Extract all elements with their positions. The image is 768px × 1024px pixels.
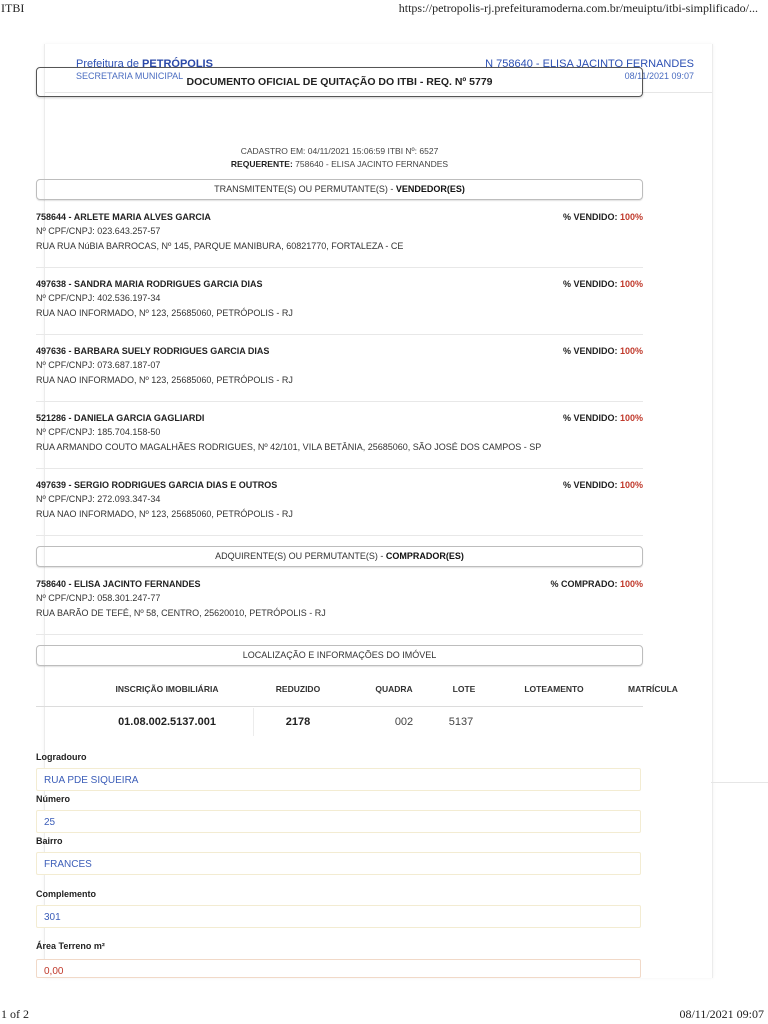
divider bbox=[36, 535, 643, 536]
buyer-name: 758640 - ELISA JACINTO FERNANDES bbox=[36, 579, 201, 589]
bairro-field[interactable]: FRANCES bbox=[36, 852, 641, 875]
seller-address: RUA NAO INFORMADO, Nº 123, 25685060, PETRÓPOLIS - RJ bbox=[36, 307, 293, 318]
seller-entry bbox=[36, 277, 643, 320]
seller-percent bbox=[563, 411, 643, 425]
seller-percent bbox=[563, 210, 643, 224]
seller-percent-label: % VENDIDO: bbox=[562, 346, 620, 356]
buyer-document: Nº CPF/CNPJ: 058.301.247-77 bbox=[36, 593, 161, 603]
complemento-label: Complemento bbox=[36, 889, 97, 899]
seller-percent-value: 100% bbox=[619, 413, 643, 423]
seller-percent bbox=[563, 277, 643, 291]
print-header bbox=[0, 0, 768, 18]
divider bbox=[36, 468, 643, 469]
seller-percent bbox=[563, 478, 643, 492]
value-inscricao: 01.08.002.5137.001 bbox=[118, 716, 216, 728]
buyers-section-header bbox=[36, 546, 643, 567]
seller-document: Nº CPF/CNPJ: 073.687.187-07 bbox=[36, 360, 161, 370]
logradouro-field[interactable]: RUA PDE SIQUEIRA bbox=[36, 768, 641, 791]
divider bbox=[711, 782, 768, 783]
seller-document: Nº CPF/CNPJ: 023.643.257-57 bbox=[36, 226, 161, 236]
seller-percent bbox=[563, 344, 643, 358]
sellers-section-strong: VENDEDOR(ES) bbox=[395, 184, 465, 194]
seller-name: 497638 - SANDRA MARIA RODRIGUES GARCIA DIAS bbox=[36, 279, 263, 289]
requerente-value: 758640 - ELISA JACINTO FERNANDES bbox=[295, 159, 449, 169]
column-header-reduzido: REDUZIDO bbox=[275, 684, 321, 694]
seller-address: RUA ARMANDO COUTO MAGALHÃES RODRIGUES, Nº 42/101, VILA BETÂNIA, 25685060, SÃO JOSÉ DOS CAMPOS - SP bbox=[36, 441, 542, 452]
divider bbox=[36, 334, 643, 335]
brand-city: PETRÓPOLIS bbox=[142, 58, 213, 70]
seller-percent-label: % VENDIDO: bbox=[562, 212, 620, 222]
seller-entry bbox=[36, 411, 643, 454]
column-header-lote: LOTE bbox=[452, 684, 476, 694]
column-header-quadra: QUADRA bbox=[375, 684, 413, 694]
cell-separator bbox=[253, 708, 254, 736]
print-footer bbox=[0, 1006, 768, 1024]
column-header-inscricao: INSCRIÇÃO IMOBILIÁRIA bbox=[115, 684, 219, 694]
buyers-section-label: ADQUIRENTE(S) OU PERMUTANTE(S) - bbox=[215, 551, 386, 561]
property-section-header: LOCALIZAÇÃO E INFORMAÇÕES DO IMÓVEL bbox=[36, 645, 643, 666]
sellers-section-header bbox=[36, 179, 643, 200]
area-terreno-label: Área Terreno m² bbox=[36, 941, 105, 951]
buyer-entry bbox=[36, 577, 643, 620]
seller-entry bbox=[36, 210, 643, 253]
document-title: DOCUMENTO OFICIAL DE QUITAÇÃO DO ITBI - REQ. Nº 5779 bbox=[36, 67, 643, 97]
value-quadra: 002 bbox=[394, 716, 414, 728]
numero-label: Número bbox=[36, 794, 71, 804]
logradouro-label: Logradouro bbox=[36, 752, 87, 762]
value-reduzido: 2178 bbox=[285, 716, 311, 728]
seller-percent-label: % VENDIDO: bbox=[562, 413, 620, 423]
seller-percent-label: % VENDIDO: bbox=[562, 480, 620, 490]
divider bbox=[36, 401, 643, 402]
print-datetime: 08/11/2021 09:07 bbox=[679, 1007, 764, 1021]
value-lote: 5137 bbox=[448, 716, 474, 728]
bairro-label: Bairro bbox=[36, 836, 63, 846]
requerente-label: REQUERENTE: bbox=[230, 159, 293, 169]
seller-entry bbox=[36, 344, 643, 387]
seller-percent-value: 100% bbox=[619, 212, 643, 222]
seller-percent-value: 100% bbox=[619, 480, 643, 490]
brand-subtitle: SECRETARIA MUNICIPAL bbox=[76, 71, 184, 81]
seller-document: Nº CPF/CNPJ: 402.536.197-34 bbox=[36, 293, 161, 303]
column-header-matricula: MATRÍCULA bbox=[628, 684, 678, 694]
divider bbox=[36, 267, 643, 268]
seller-name: 521286 - DANIELA GARCIA GAGLIARDI bbox=[36, 413, 205, 423]
seller-name: 497639 - SERGIO RODRIGUES GARCIA DIAS E OUTROS bbox=[36, 480, 278, 490]
divider bbox=[36, 634, 643, 635]
seller-entry bbox=[36, 478, 643, 521]
seller-address: RUA RUA NúBIA BARROCAS, Nº 145, PARQUE MANIBURA, 60821770, FORTALEZA - CE bbox=[36, 240, 404, 251]
numero-field[interactable]: 25 bbox=[36, 810, 641, 833]
print-page-count: 1 of 2 bbox=[1, 1007, 29, 1021]
seller-address: RUA NAO INFORMADO, Nº 123, 25685060, PETRÓPOLIS - RJ bbox=[36, 374, 293, 385]
seller-percent-value: 100% bbox=[619, 279, 643, 289]
seller-document: Nº CPF/CNPJ: 185.704.158-50 bbox=[36, 427, 161, 437]
brand-prefix: Prefeitura de bbox=[76, 58, 139, 70]
table-rule bbox=[36, 706, 643, 707]
cadastro-info: CADASTRO EM: 04/11/2021 15:06:59 ITBI Nº: 6527 bbox=[240, 146, 439, 156]
document-date: 08/11/2021 09:07 bbox=[624, 71, 694, 81]
seller-percent-label: % VENDIDO: bbox=[562, 279, 620, 289]
buyer-percent-value: 100% bbox=[619, 579, 643, 589]
sellers-section-label: TRANSMITENTE(S) OU PERMUTANTE(S) - bbox=[214, 184, 396, 194]
buyers-section-strong: COMPRADOR(ES) bbox=[385, 551, 464, 561]
seller-address: RUA NAO INFORMADO, Nº 123, 25685060, PETRÓPOLIS - RJ bbox=[36, 508, 293, 519]
seller-percent-value: 100% bbox=[619, 346, 643, 356]
document-id: N 758640 - ELISA JACINTO FERNANDES bbox=[485, 58, 694, 70]
buyer-percent bbox=[550, 577, 643, 591]
area-terreno-field[interactable]: 0,00 bbox=[36, 959, 641, 978]
buyer-address: RUA BARÃO DE TEFÉ, Nº 58, CENTRO, 25620010, PETRÓPOLIS - RJ bbox=[36, 607, 326, 618]
print-tab-title: ITBI bbox=[1, 1, 25, 15]
column-header-loteamento: LOTEAMENTO bbox=[524, 684, 584, 694]
print-url[interactable]: https://petropolis-rj.prefeituramoderna.com.br/meuiptu/itbi-simplificado/... bbox=[398, 1, 758, 15]
complemento-field[interactable]: 301 bbox=[36, 905, 641, 928]
seller-name: 497636 - BARBARA SUELY RODRIGUES GARCIA DIAS bbox=[36, 346, 270, 356]
seller-name: 758644 - ARLETE MARIA ALVES GARCIA bbox=[36, 212, 211, 222]
requerente-info bbox=[36, 159, 643, 169]
buyer-percent-label: % COMPRADO: bbox=[550, 579, 620, 589]
seller-document: Nº CPF/CNPJ: 272.093.347-34 bbox=[36, 494, 161, 504]
